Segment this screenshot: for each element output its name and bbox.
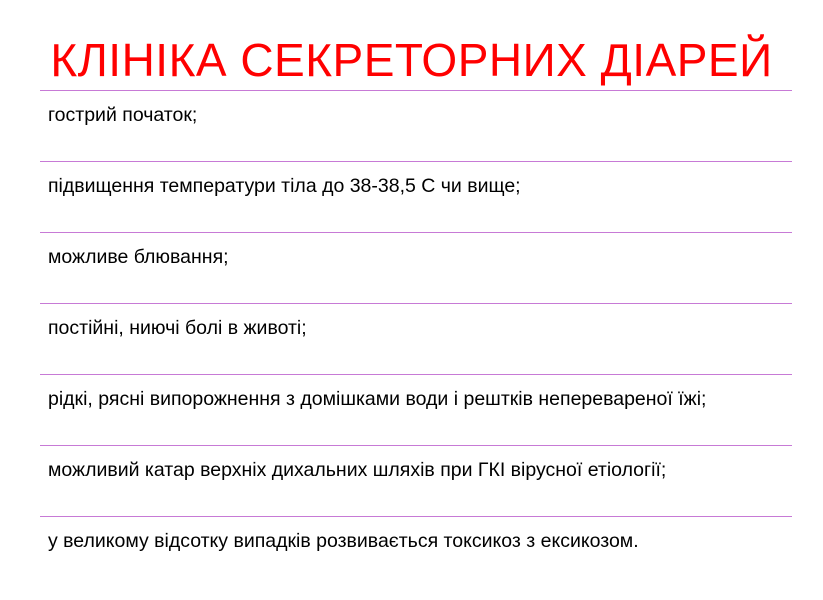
symptoms-table bbox=[40, 90, 792, 566]
table-row bbox=[40, 90, 792, 161]
table-row bbox=[40, 374, 792, 445]
table-row bbox=[40, 232, 792, 303]
row-text: можливе блювання; bbox=[48, 246, 229, 268]
row-text: постійні, ниючі болі в животі; bbox=[48, 317, 307, 339]
slide-title: КЛІНІКА СЕКРЕТОРНИХ ДІАРЕЙ bbox=[50, 34, 773, 86]
table-row bbox=[40, 516, 792, 566]
row-text: можливий катар верхніх дихальних шляхів при ГКІ вірусної етіології; bbox=[48, 459, 667, 481]
row-text: підвищення температури тіла до 38-38,5 С чи вище; bbox=[48, 175, 521, 197]
table-row bbox=[40, 303, 792, 374]
row-text: рідкі, рясні випорожнення з домішками води і рештків неперевареної їжі; bbox=[48, 388, 707, 410]
table-row bbox=[40, 445, 792, 516]
table-row bbox=[40, 161, 792, 232]
row-text: гострий початок; bbox=[48, 104, 198, 126]
row-text: у великому відсотку випадків розвивається токсикоз з ексикозом. bbox=[48, 530, 639, 552]
